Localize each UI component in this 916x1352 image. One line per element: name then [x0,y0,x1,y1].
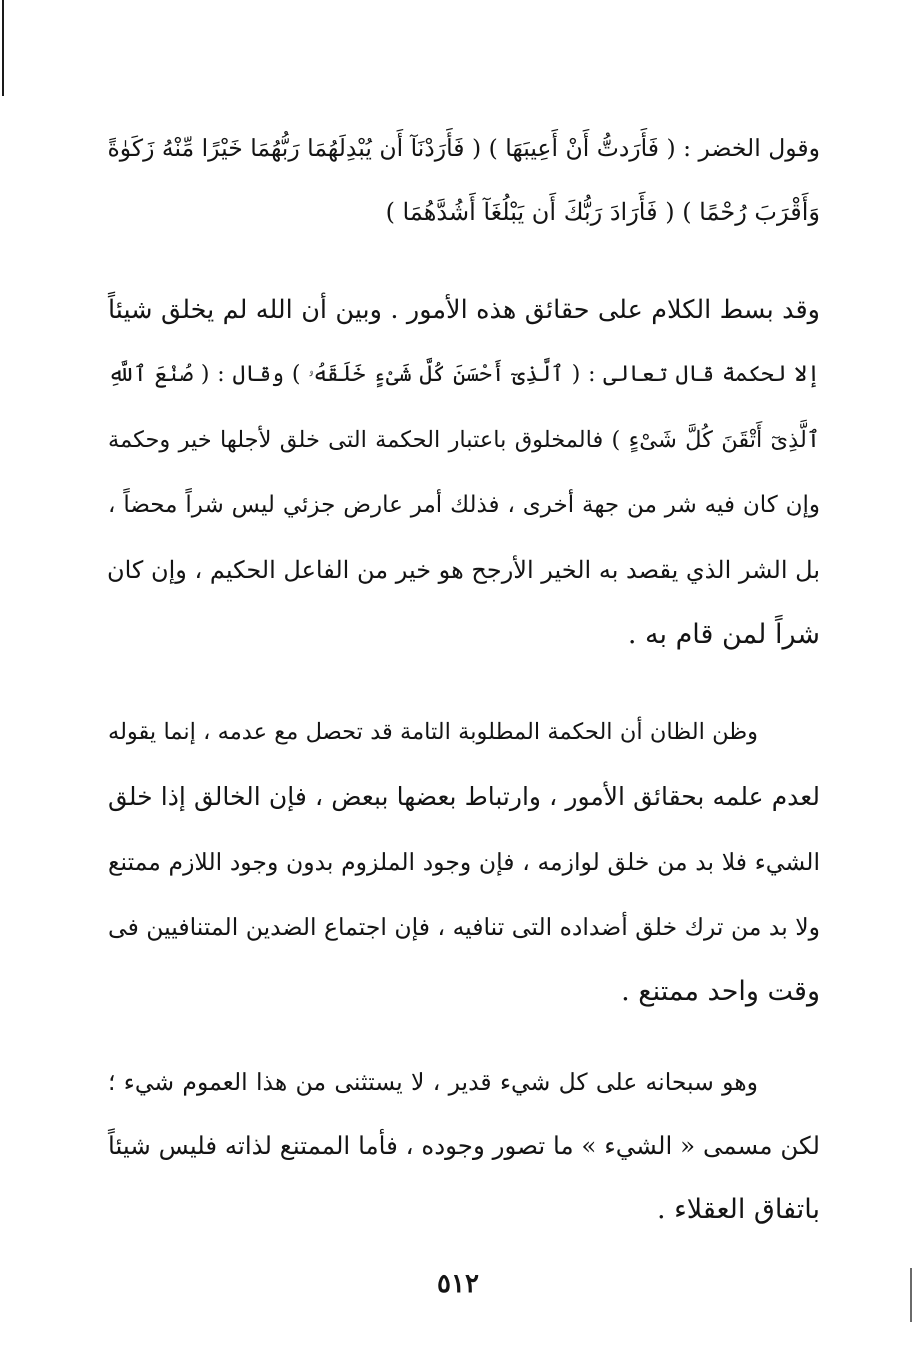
scan-edge-left [2,0,4,96]
text-line: وإن كان فيه شر من جهة أخرى ، فذلك أمر عارض جزئي ليس شراً محضاً ، [108,492,820,518]
text-line: وقول الخضر : ( فَأَرَدتُّ أَنْ أَعِيبَهَا ) ( فَأَرَدْنَآ أَن يُبْدِلَهُمَا رَبُّهُمَا خَيْرًا مِّنْهُ زَكَوٰةً [107,134,820,162]
text-line: وَأَقْرَبَ رُحْمًا ) ( فَأَرَادَ رَبُّكَ أَن يَبْلُغَآ أَشُدَّهُمَا ) [385,198,820,226]
page-number: ٥١٢ [437,1269,479,1299]
text-line: شراً لمن قام به . [627,619,820,650]
text-line: لكن مسمى « الشيء » ما تصور وجوده ، فأما الممتنع لذاته فليس شيئاً [108,1131,820,1160]
text-line: وقد بسط الكلام على حقائق هذه الأمور . وبين أن الله لم يخلق شيئاً [108,295,820,325]
text-line: ولا بد من ترك خلق أضداده التى تنافيه ، فإن اجتماع الضدين المتنافيين فى [108,913,820,941]
text-line: لعدم علمه بحقائق الأمور ، وارتباط بعضها ببعض ، فإن الخالق إذا خلق [108,782,820,811]
text-line: بل الشر الذي يقصد به الخير الأرجح هو خير من الفاعل الحكيم ، وإن كان [106,556,820,584]
text-line: وظن الظان أن الحكمة المطلوبة التامة قد تحصل مع عدمه ، إنما يقوله [108,719,758,745]
text-line: وقت واحد ممتنع . [621,976,820,1007]
text-line: باتفاق العقلاء . [656,1194,820,1225]
text-line: الشيء فلا بد من خلق لوازمه ، فإن وجود الملزوم بدون وجود اللازم ممتنع [108,848,820,876]
scan-edge-right [910,1268,912,1322]
text-line: إلا لحكمة قال تعالى : ( ٱلَّذِىٓ أَحْسَنَ كُلَّ شَىْءٍ خَلَقَهُۥ ) وقال : ( صُنْعَ ٱللَّهِ [108,362,820,387]
text-line: ٱلَّذِىٓ أَتْقَنَ كُلَّ شَىْءٍ ) فالمخلوق باعتبار الحكمة التى خلق لأجلها خير وحكمة [108,427,820,453]
text-line: وهو سبحانه على كل شيء قدير ، لا يستثنى من هذا العموم شيء ؛ [108,1068,758,1096]
